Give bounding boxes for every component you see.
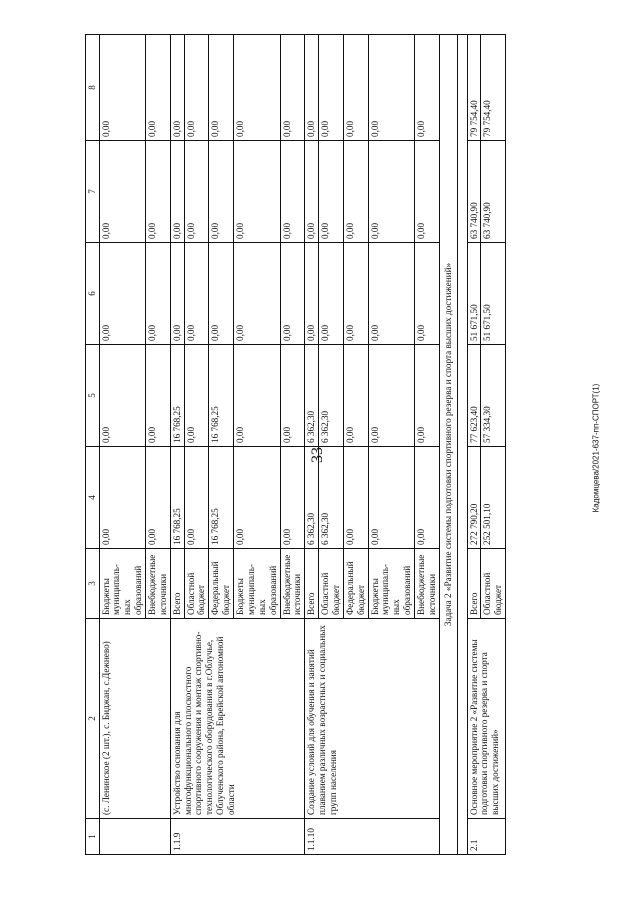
funding-source: Бюджеты муниципаль-ных образований bbox=[234, 549, 280, 619]
value-cell: 0,00 bbox=[414, 345, 439, 447]
value-cell: 0,00 bbox=[368, 447, 414, 549]
value-cell: 0,00 bbox=[146, 243, 171, 345]
item-number: 1.1.9 bbox=[170, 819, 304, 855]
col-header: 1 bbox=[86, 819, 100, 855]
col-header: 2 bbox=[86, 619, 100, 819]
funding-source: Областной бюджет bbox=[319, 549, 344, 619]
value-cell: 0,00 bbox=[280, 243, 305, 345]
value-cell: 0,00 bbox=[343, 447, 368, 549]
funding-source: Областной бюджет bbox=[184, 549, 209, 619]
value-cell: 0,00 bbox=[343, 345, 368, 447]
value-cell: 0,00 bbox=[414, 447, 439, 549]
value-cell: 0,00 bbox=[146, 35, 171, 141]
value-cell: 77 623,40 bbox=[467, 345, 481, 447]
item-name: Устройство основания для многофункционального плоскостного спортивного сооружения и монтаж спортивно-технологического оборудования в г.Облучье, Облученского района, Еврейской автономной области bbox=[170, 619, 304, 819]
table-row bbox=[467, 35, 481, 855]
value-cell: 0,00 bbox=[184, 447, 209, 549]
value-cell: 16 768,25 bbox=[170, 345, 184, 447]
value-cell: 0,00 bbox=[343, 243, 368, 345]
value-cell: 79 754,40 bbox=[467, 35, 481, 141]
value-cell: 0,00 bbox=[99, 345, 145, 447]
col-header: 6 bbox=[86, 243, 100, 345]
funding-source: Внебюджетные источники bbox=[280, 549, 305, 619]
value-cell: 0,00 bbox=[234, 141, 280, 243]
value-cell: 0,00 bbox=[170, 35, 184, 141]
value-cell: 0,00 bbox=[170, 243, 184, 345]
rotated-table-container bbox=[85, 35, 515, 855]
value-cell: 6 362,30 bbox=[319, 345, 344, 447]
value-cell: 0,00 bbox=[234, 35, 280, 141]
value-cell: 0,00 bbox=[414, 243, 439, 345]
funding-source: Всего bbox=[305, 549, 319, 619]
value-cell: 0,00 bbox=[305, 141, 319, 243]
funding-source: Федеральный бюджет bbox=[209, 549, 234, 619]
value-cell: 79 754,40 bbox=[481, 35, 506, 141]
value-cell: 0,00 bbox=[234, 345, 280, 447]
item-number bbox=[99, 819, 170, 855]
value-cell: 0,00 bbox=[343, 35, 368, 141]
value-cell: 0,00 bbox=[146, 141, 171, 243]
value-cell: 0,00 bbox=[368, 141, 414, 243]
value-cell: 6 362,30 bbox=[319, 447, 344, 549]
value-cell: 0,00 bbox=[319, 35, 344, 141]
value-cell: 16 768,25 bbox=[170, 447, 184, 549]
value-cell: 0,00 bbox=[319, 141, 344, 243]
value-cell: 0,00 bbox=[280, 447, 305, 549]
value-cell: 0,00 bbox=[209, 141, 234, 243]
value-cell: 0,00 bbox=[209, 35, 234, 141]
value-cell: 0,00 bbox=[209, 243, 234, 345]
col-header: 5 bbox=[86, 345, 100, 447]
value-cell: 0,00 bbox=[305, 35, 319, 141]
col-header: 3 bbox=[86, 549, 100, 619]
value-cell: 252 501,10 bbox=[481, 447, 506, 549]
col-header: 7 bbox=[86, 141, 100, 243]
value-cell: 63 740,90 bbox=[481, 141, 506, 243]
item-number: 2.1 bbox=[467, 819, 506, 855]
value-cell: 0,00 bbox=[184, 141, 209, 243]
funding-source: Федеральный бюджет bbox=[343, 549, 368, 619]
funding-source: Всего bbox=[467, 549, 481, 619]
value-cell: 0,00 bbox=[146, 345, 171, 447]
value-cell: 0,00 bbox=[170, 141, 184, 243]
value-cell: 0,00 bbox=[280, 141, 305, 243]
value-cell: 16 768,25 bbox=[209, 447, 234, 549]
value-cell: 0,00 bbox=[414, 35, 439, 141]
value-cell: 51 671,50 bbox=[481, 243, 506, 345]
column-number-row bbox=[86, 35, 100, 855]
value-cell: 51 671,50 bbox=[467, 243, 481, 345]
value-cell: 0,00 bbox=[234, 447, 280, 549]
value-cell: 57 334,30 bbox=[481, 345, 506, 447]
task-heading: Задача 2 «Развитие системы подготовки спортивного резерва и спорта высших достижений» bbox=[439, 35, 457, 855]
funding-source: Бюджеты муниципаль-ных образований bbox=[99, 549, 145, 619]
value-cell: 16 768,25 bbox=[209, 345, 234, 447]
value-cell: 0,00 bbox=[184, 243, 209, 345]
item-name: Основное мероприятие 2 «Развитие системы подготовки спортивного резерва и спорта высших достижений» bbox=[467, 619, 506, 819]
table-row bbox=[170, 35, 184, 855]
value-cell: 0,00 bbox=[368, 35, 414, 141]
item-name: (с. Ленинское (2 шт.), с. Биджан, с.Дежнево) bbox=[99, 619, 170, 819]
page-number: 33 bbox=[309, 447, 326, 463]
funding-source: Бюджеты муниципаль-ных образований bbox=[368, 549, 414, 619]
funding-source: Областной бюджет bbox=[481, 549, 506, 619]
value-cell: 0,00 bbox=[343, 141, 368, 243]
col-header: 4 bbox=[86, 447, 100, 549]
value-cell: 0,00 bbox=[184, 345, 209, 447]
value-cell: 0,00 bbox=[414, 141, 439, 243]
spacer-cell bbox=[457, 35, 467, 855]
col-header: 8 bbox=[86, 35, 100, 141]
value-cell: 0,00 bbox=[280, 35, 305, 141]
value-cell: 0,00 bbox=[99, 447, 145, 549]
item-number: 1.1.10 bbox=[305, 819, 439, 855]
value-cell: 6 362,30 bbox=[305, 345, 319, 447]
funding-source: Внебюджетные источники bbox=[414, 549, 439, 619]
spacer-row bbox=[457, 35, 467, 855]
value-cell: 0,00 bbox=[305, 243, 319, 345]
value-cell: 0,00 bbox=[99, 141, 145, 243]
value-cell: 63 740,90 bbox=[467, 141, 481, 243]
item-name: Создание условий для обучения и занятий плаванием различных возрастных и социальных групп населения bbox=[305, 619, 439, 819]
table-row bbox=[99, 35, 145, 855]
value-cell: 0,00 bbox=[280, 345, 305, 447]
value-cell: 0,00 bbox=[146, 447, 171, 549]
funding-source: Всего bbox=[170, 549, 184, 619]
funding-source: Внебюджетные источники bbox=[146, 549, 171, 619]
value-cell: 0,00 bbox=[184, 35, 209, 141]
value-cell: 0,00 bbox=[99, 35, 145, 141]
task-row bbox=[439, 35, 457, 855]
stamp-text: Кадомцева/2021-637-пп-СПОРТ(1) bbox=[591, 383, 601, 513]
value-cell: 272 790,20 bbox=[467, 447, 481, 549]
value-cell: 0,00 bbox=[319, 243, 344, 345]
value-cell: 0,00 bbox=[99, 243, 145, 345]
budget-table bbox=[85, 34, 506, 855]
table-row bbox=[305, 35, 319, 855]
value-cell: 0,00 bbox=[234, 243, 280, 345]
value-cell: 0,00 bbox=[368, 345, 414, 447]
value-cell: 0,00 bbox=[368, 243, 414, 345]
value-cell: 6 362,30 bbox=[305, 447, 319, 549]
